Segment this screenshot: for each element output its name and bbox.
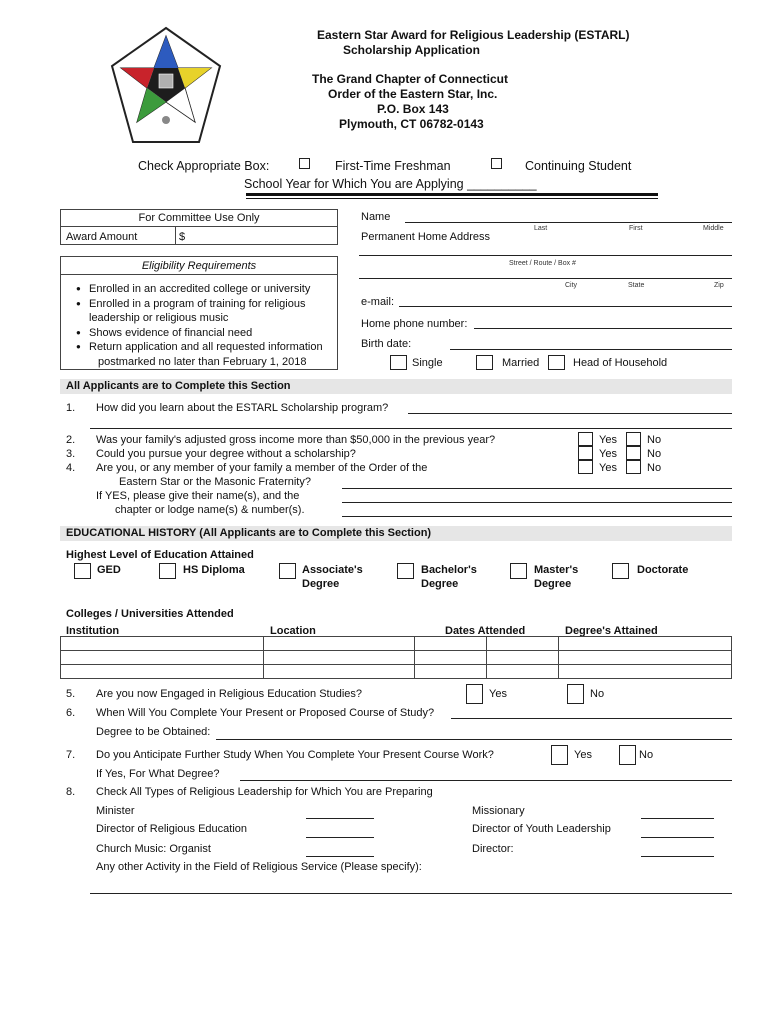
table-cell[interactable] [61,651,264,665]
table-cell[interactable] [415,665,487,679]
q2-number: 2. [66,434,76,446]
q4-text: Are you, or any member of your family a member of the Order of the [96,462,428,474]
highest-level-label: Highest Level of Education Attained [66,549,254,561]
q3-text: Could you pursue your degree without a scholarship? [96,448,356,460]
first-caption: First [629,225,643,232]
dyl-input[interactable] [641,837,714,838]
bachelors-checkbox[interactable] [397,563,414,579]
eligibility-item: ● Shows evidence of financial need [73,326,337,341]
masters-checkbox[interactable] [510,563,527,579]
q7-text: Do you Anticipate Further Study When You Complete Your Present Course Work? [96,749,494,761]
q3-no-checkbox[interactable] [626,446,641,460]
table-row [61,651,732,665]
q3-number: 3. [66,448,76,460]
eligibility-item: ● Return application and all requested information [73,340,337,355]
section-all-applicants: All Applicants are to Complete this Section [60,379,732,394]
zip-caption: Zip [714,282,724,289]
q4-name-input-3[interactable] [342,516,732,517]
q3-yes-label: Yes [599,448,617,460]
q4-no-label: No [647,462,662,474]
phone-label: Home phone number: [361,318,468,330]
col-institution: Institution [66,625,120,637]
other-activity-input[interactable] [90,893,732,894]
name-label: Name [361,211,391,223]
continuing-checkbox[interactable] [491,158,502,169]
associates-degree-label: Degree [302,578,340,590]
table-row [61,665,732,679]
q4-no-checkbox[interactable] [626,460,641,474]
org-pobox: P.O. Box 143 [377,102,449,116]
masters-label: Master's [534,564,579,576]
married-checkbox[interactable] [476,355,493,370]
org-name-2: Order of the Eastern Star, Inc. [328,87,498,101]
director-label: Director: [472,843,514,855]
committee-box [60,209,338,245]
header-rule [246,193,658,196]
hs-label: HS Diploma [183,564,245,576]
q6-number: 6. [66,707,76,719]
check-box-label: Check Appropriate Box: [138,159,270,173]
col-location: Location [270,625,316,637]
church-music-input[interactable] [306,856,374,857]
eastern-star-logo [108,24,224,146]
q4-text-4: chapter or lodge name(s) & number(s). [115,504,305,516]
q6-degree-label: Degree to be Obtained: [96,726,211,738]
director-input[interactable] [641,856,714,857]
q6-degree-input[interactable] [216,739,732,740]
freshman-label: First-Time Freshman [335,159,451,173]
q5-yes-checkbox[interactable] [466,684,483,704]
street-caption: Street / Route / Box # [509,260,576,267]
other-activity-label: Any other Activity in the Field of Religious Service (Please specify): [96,861,422,873]
dre-label: Director of Religious Education [96,823,248,835]
ged-label: GED [97,564,121,576]
q4-text-2: Eastern Star or the Masonic Fraternity? [119,476,311,488]
single-checkbox[interactable] [390,355,407,370]
q6-input[interactable] [451,718,732,719]
col-degrees: Degree's Attained [565,625,658,637]
header-rule-thin [246,198,658,199]
q7-no-checkbox[interactable] [619,745,636,765]
award-amount-label: Award Amount [66,231,138,243]
missionary-input[interactable] [641,818,714,819]
q4-number: 4. [66,462,76,474]
q7-number: 7. [66,749,76,761]
associates-label: Associate's [302,564,363,576]
continuing-label: Continuing Student [525,159,632,173]
col-dates: Dates Attended [445,625,526,637]
form-title: Eastern Star Award for Religious Leadership (ESTARL) [317,28,630,42]
city-input[interactable] [359,278,732,279]
eligibility-item-cont: leadership or religious music [89,312,229,324]
section-education: EDUCATIONAL HISTORY (All Applicants are to Complete this Section) [60,526,732,541]
eligibility-box [60,256,338,370]
org-name: The Grand Chapter of Connecticut [312,72,509,86]
church-music-label: Church Music: Organist [96,843,211,855]
ged-checkbox[interactable] [74,563,91,579]
table-cell[interactable] [264,651,415,665]
table-cell[interactable] [61,637,264,651]
q4-text-3: If YES, please give their name(s), and the [96,490,300,502]
colleges-label: Colleges / Universities Attended [66,608,234,620]
birth-input[interactable] [450,349,732,350]
hs-checkbox[interactable] [159,563,176,579]
q3-no-label: No [647,448,662,460]
table-cell[interactable] [559,637,732,651]
q7-yes-label: Yes [574,749,592,761]
q7-yes-checkbox[interactable] [551,745,568,765]
q8-number: 8. [66,786,76,798]
q4-name-input[interactable] [342,488,732,489]
doctorate-label: Doctorate [637,564,689,576]
table-cell[interactable] [559,665,732,679]
bachelors-degree-label: Degree [421,578,459,590]
eligibility-title: Eligibility Requirements [61,257,337,275]
q2-text: Was your family's adjusted gross income more than $50,000 in the previous year? [96,434,496,446]
doctorate-checkbox[interactable] [612,563,629,579]
table-cell[interactable] [415,637,487,651]
freshman-checkbox[interactable] [299,158,310,169]
q6-text: When Will You Complete Your Present or Proposed Course of Study? [96,707,435,719]
name-input[interactable] [405,222,732,223]
q4-yes-label: Yes [599,462,617,474]
q5-number: 5. [66,688,76,700]
email-input[interactable] [399,306,732,307]
married-label: Married [502,357,540,369]
q5-text: Are you now Engaged in Religious Education Studies? [96,688,363,700]
q7-no-label: No [639,749,654,761]
minister-label: Minister [96,805,135,817]
q5-yes-label: Yes [489,688,507,700]
org-city: Plymouth, CT 06782-0143 [339,117,484,131]
single-label: Single [412,357,443,369]
table-cell[interactable] [487,637,559,651]
award-amount-field[interactable]: $ [179,231,186,243]
q1-text: How did you learn about the ESTARL Scholarship program? [96,402,389,414]
associates-checkbox[interactable] [279,563,296,579]
masters-degree-label: Degree [534,578,572,590]
table-cell[interactable] [559,651,732,665]
q2-no-label: No [647,434,662,446]
table-cell[interactable] [264,637,415,651]
q5-no-checkbox[interactable] [567,684,584,704]
middle-caption: Middle [703,225,724,232]
dyl-label: Director of Youth Leadership [472,823,611,835]
q2-yes-checkbox[interactable] [578,432,593,446]
minister-input[interactable] [306,818,374,819]
street-input[interactable] [359,255,732,256]
committee-header: For Committee Use Only [61,210,337,227]
phone-input[interactable] [474,328,732,329]
q7-degree-label: If Yes, For What Degree? [96,768,220,780]
last-caption: Last [534,225,548,232]
state-caption: State [628,282,645,289]
table-cell[interactable] [415,651,487,665]
address-label: Permanent Home Address [361,231,491,243]
q4-yes-checkbox[interactable] [578,460,593,474]
q3-yes-checkbox[interactable] [578,446,593,460]
email-label: e-mail: [361,296,395,308]
school-year-field[interactable]: School Year for Which You are Applying __________ [244,177,537,191]
q2-no-checkbox[interactable] [626,432,641,446]
head-label: Head of Household [573,357,668,369]
table-cell[interactable] [264,665,415,679]
q1-input-2[interactable] [90,428,732,429]
table-cell[interactable] [487,651,559,665]
q8-text: Check All Types of Religious Leadership for Which You are Preparing [96,786,433,798]
q2-yes-label: Yes [599,434,617,446]
bachelors-label: Bachelor's [421,564,477,576]
eligibility-item: ● Enrolled in an accredited college or university [73,282,337,297]
head-checkbox[interactable] [548,355,565,370]
q4-name-input-2[interactable] [342,502,732,503]
q7-degree-input[interactable] [240,780,732,781]
table-cell[interactable] [487,665,559,679]
eligibility-item-cont: postmarked no later than February 1, 2018 [98,355,307,368]
missionary-label: Missionary [472,805,525,817]
colleges-table [60,636,732,679]
form-subtitle: Scholarship Application [343,43,480,57]
dre-input[interactable] [306,837,374,838]
table-cell[interactable] [61,665,264,679]
eligibility-item: ● Enrolled in a program of training for religious [73,297,337,312]
q1-input[interactable] [408,413,732,414]
q5-no-label: No [590,688,605,700]
q1-number: 1. [66,402,76,414]
table-row [61,637,732,651]
city-caption: City [565,282,578,289]
birth-label: Birth date: [361,338,412,350]
